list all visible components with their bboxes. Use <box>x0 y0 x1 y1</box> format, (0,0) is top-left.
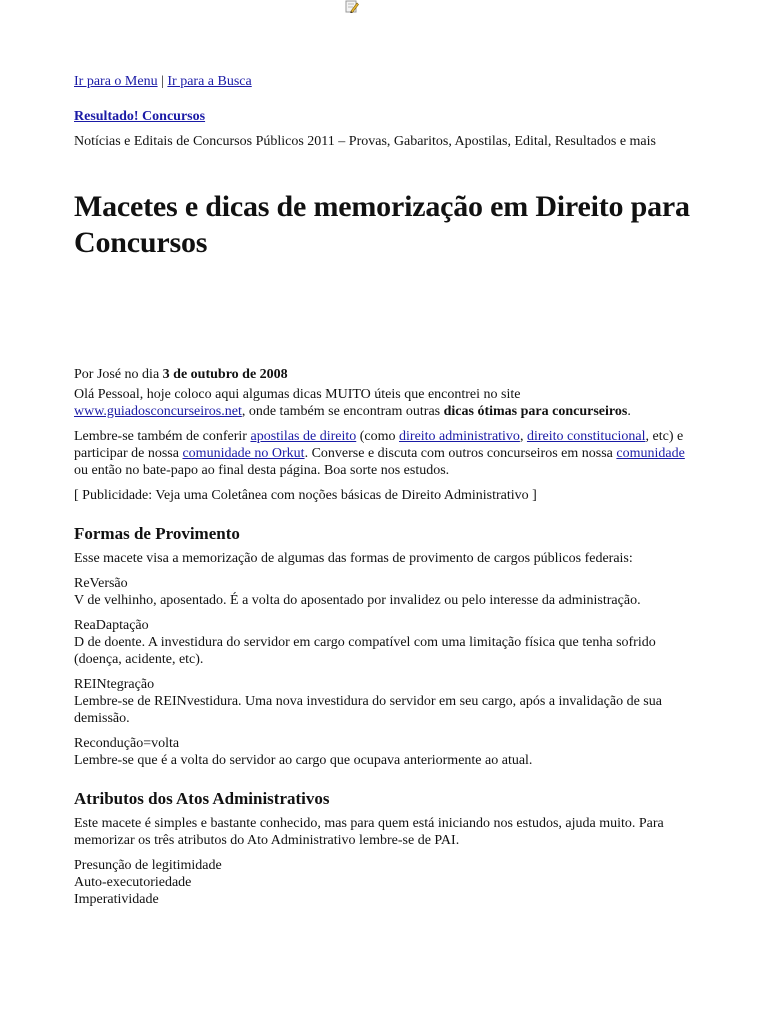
provimento-description: Lembre-se que é a volta do servidor ao cargo que ocupava anteriormente ao atual. <box>74 753 533 768</box>
provimento-item <box>74 676 694 727</box>
reminder-text: Lembre-se também de conferir <box>74 429 251 444</box>
reminder-paragraph <box>74 428 694 479</box>
provimento-item <box>74 735 694 769</box>
section1-intro: Esse macete visa a memorização de algumas das formas de provimento de cargos públicos federais: <box>74 551 633 566</box>
reminder-text-2: (como <box>356 429 400 444</box>
ad-notice: [ Publicidade: Veja uma Coletânea com noções básicas de Direito Administrativo ] <box>74 488 537 503</box>
atributo-item: Presunção de legitimidade <box>74 858 222 873</box>
pencil-icon <box>345 0 359 13</box>
provimento-description: D de doente. A investidura do servidor em cargo compatível com uma limitação física que tenha sofrido (doença, acidente, etc). <box>74 635 656 667</box>
guiadosconcurseiros-link[interactable]: www.guiadosconcurseiros.net <box>74 404 242 419</box>
comunidade-link[interactable]: comunidade <box>616 446 685 461</box>
atributos-list <box>74 857 694 908</box>
intro-text: Olá Pessoal, hoje coloco aqui algumas dicas MUITO úteis que encontrei no site <box>74 387 521 402</box>
byline-date: 3 de outubro de 2008 <box>162 367 288 382</box>
article-byline <box>74 366 694 383</box>
intro-bold-text: dicas ótimas para concurseiros <box>443 404 628 419</box>
direito-administrativo-link[interactable]: direito administrativo <box>399 429 520 444</box>
article-title: Macetes e dicas de memorização em Direito para Concursos <box>74 190 690 259</box>
atributo-item: Auto-executoriedade <box>74 875 192 890</box>
atributo-item: Imperatividade <box>74 892 159 907</box>
section-heading-formas-de-provimento: Formas de Provimento <box>74 524 240 543</box>
skip-links <box>74 73 694 90</box>
site-title-link[interactable]: Resultado! Concursos <box>74 109 206 124</box>
intro-text-2: , onde também se encontram outras <box>241 404 444 419</box>
apostilas-de-direito-link[interactable]: apostilas de direito <box>250 429 357 444</box>
page-content <box>74 73 694 908</box>
site-title <box>74 108 694 125</box>
provimento-term: REINtegração <box>74 677 155 692</box>
site-description: Notícias e Editais de Concursos Públicos 2011 – Provas, Gabaritos, Apostilas, Edital, Resultados e mais <box>74 134 656 149</box>
intro-paragraph <box>74 386 694 420</box>
provimento-description: Lembre-se de REINvestidura. Uma nova investidura do servidor em seu cargo, após a invalidação de sua demissão. <box>74 694 662 726</box>
skip-to-menu-link[interactable]: Ir para o Menu <box>74 74 158 89</box>
byline-prefix: Por José no dia <box>74 367 163 382</box>
provimento-item <box>74 575 694 609</box>
section2-intro: Este macete é simples e bastante conhecido, mas para quem está iniciando nos estudos, ajuda muito. Para memorizar os três atributos do Ato Administrativo lembre-se de PAI. <box>74 816 664 848</box>
reminder-text-3: , <box>519 429 527 444</box>
skip-to-search-link[interactable]: Ir para a Busca <box>167 74 252 89</box>
provimento-term: ReaDaptação <box>74 618 149 633</box>
comunidade-orkut-link[interactable]: comunidade no Orkut <box>182 446 305 461</box>
provimento-item <box>74 617 694 668</box>
reminder-text-5: . Converse e discuta com outros concurseiros em nossa <box>304 446 617 461</box>
skip-links-separator: | <box>157 74 168 89</box>
direito-constitucional-link[interactable]: direito constitucional <box>526 429 646 444</box>
reminder-text-6: ou então no bate-papo ao final desta página. Boa sorte nos estudos. <box>74 463 450 478</box>
reminder-text-4: , etc) e participar de nossa <box>74 429 684 461</box>
provimento-description: V de velhinho, aposentado. É a volta do aposentado por invalidez ou pelo interesse da administração. <box>74 593 641 608</box>
provimento-term: Recondução=volta <box>74 736 180 751</box>
provimento-term: ReVersão <box>74 576 128 591</box>
section-heading-atributos-atos-administrativos: Atributos dos Atos Administrativos <box>74 789 330 808</box>
intro-text-3: . <box>627 404 631 419</box>
